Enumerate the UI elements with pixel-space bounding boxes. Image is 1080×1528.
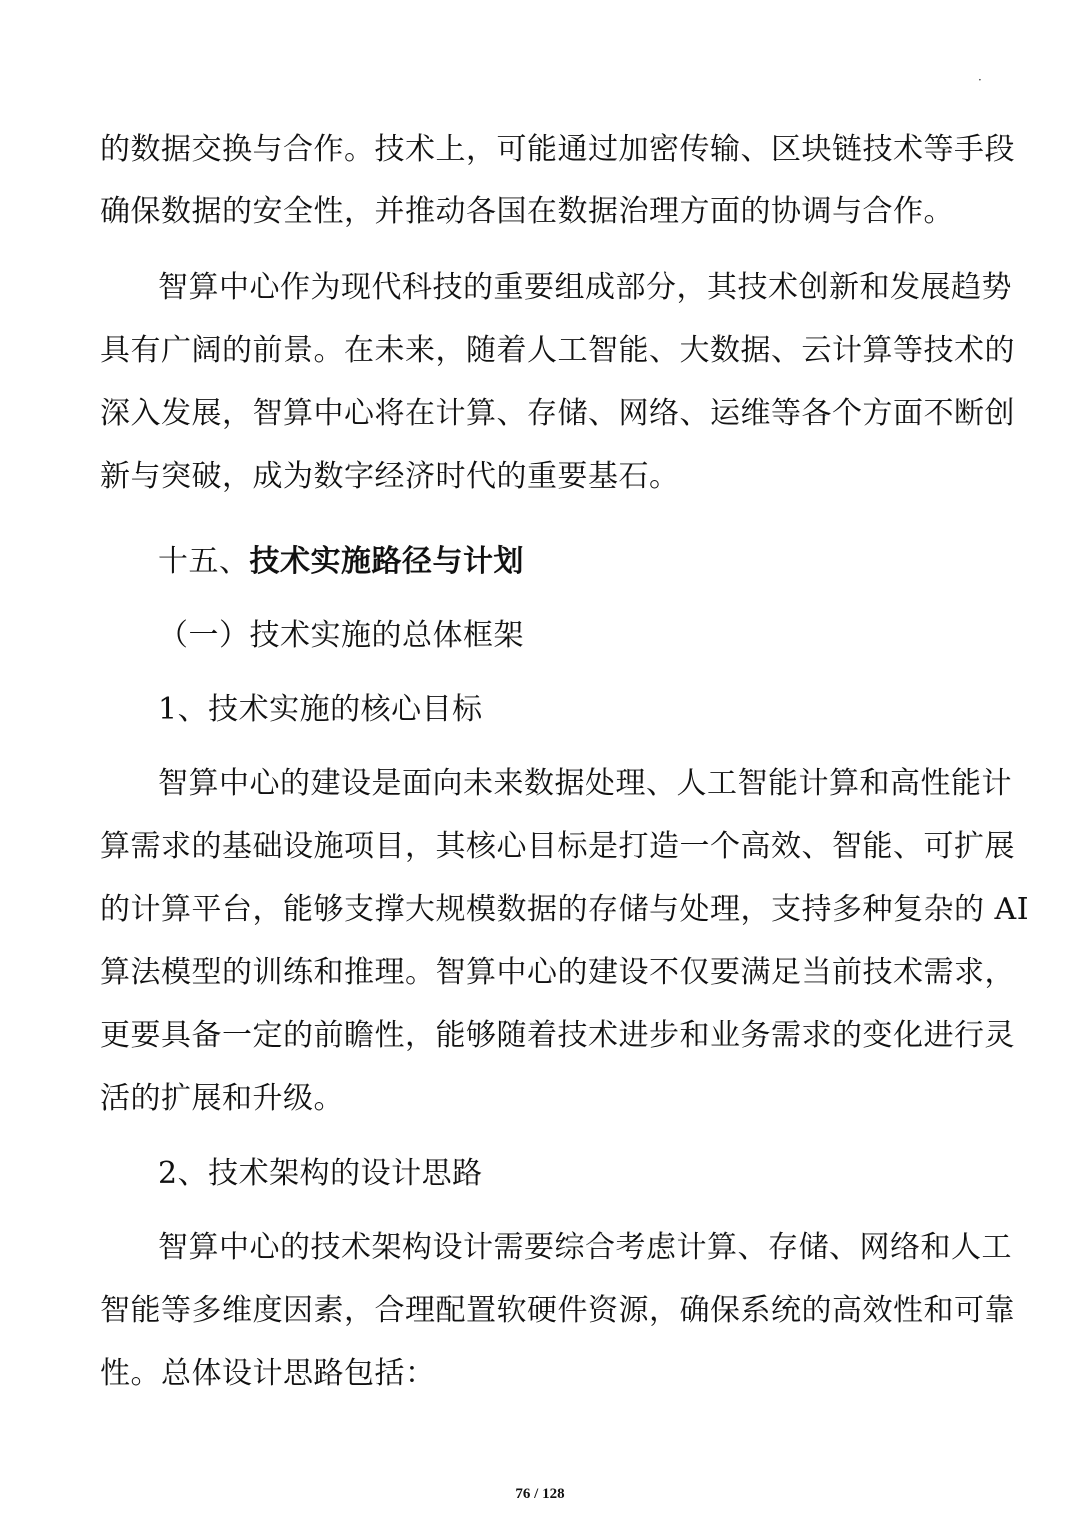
paragraph-line: 智算中心作为现代科技的重要组成部分，其技术创新和发展趋势	[158, 270, 1012, 305]
paragraph-line: 活的扩展和升级。	[100, 1081, 344, 1116]
paragraph-line: 更要具备一定的前瞻性，能够随着技术进步和业务需求的变化进行灵	[100, 1018, 1015, 1053]
paragraph-line: 智算中心的技术架构设计需要综合考虑计算、存储、网络和人工	[158, 1230, 1012, 1265]
paragraph-line: 算需求的基础设施项目，其核心目标是打造一个高效、智能、可扩展	[100, 829, 1015, 864]
section-title: 技术实施路径与计划	[249, 544, 524, 579]
paragraph-line: 新与突破，成为数字经济时代的重要基石。	[100, 459, 680, 494]
paragraph-line: 具有广阔的前景。在未来，随着人工智能、大数据、云计算等技术的	[100, 333, 1015, 368]
section-number: 十五、	[158, 544, 250, 579]
section-heading	[158, 540, 1038, 584]
item-heading: 2、技术架构的设计思路	[158, 1156, 483, 1191]
page-number: 76 / 128	[515, 1486, 565, 1502]
paragraph-line: 智能等多维度因素，合理配置软硬件资源，确保系统的高效性和可靠	[100, 1293, 1015, 1328]
paragraph-line: 确保数据的安全性，并推动各国在数据治理方面的协调与合作。	[100, 194, 954, 229]
corner-mark: ·	[978, 73, 982, 87]
paragraph-line: 的数据交换与合作。技术上，可能通过加密传输、区块链技术等手段	[100, 132, 1015, 167]
paragraph-line: 深入发展，智算中心将在计算、存储、网络、运维等各个方面不断创	[100, 396, 1015, 431]
paragraph-line: 算法模型的训练和推理。智算中心的建设不仅要满足当前技术需求，	[100, 955, 1015, 990]
paragraph-line: 性。总体设计思路包括：	[100, 1356, 436, 1391]
paragraph-line: 的计算平台，能够支撑大规模数据的存储与处理，支持多种复杂的 AI	[100, 892, 1030, 927]
item-heading: 1、技术实施的核心目标	[158, 692, 483, 727]
paragraph-line: 智算中心的建设是面向未来数据处理、人工智能计算和高性能计	[158, 766, 1012, 801]
subsection-heading: （一）技术实施的总体框架	[158, 618, 524, 653]
